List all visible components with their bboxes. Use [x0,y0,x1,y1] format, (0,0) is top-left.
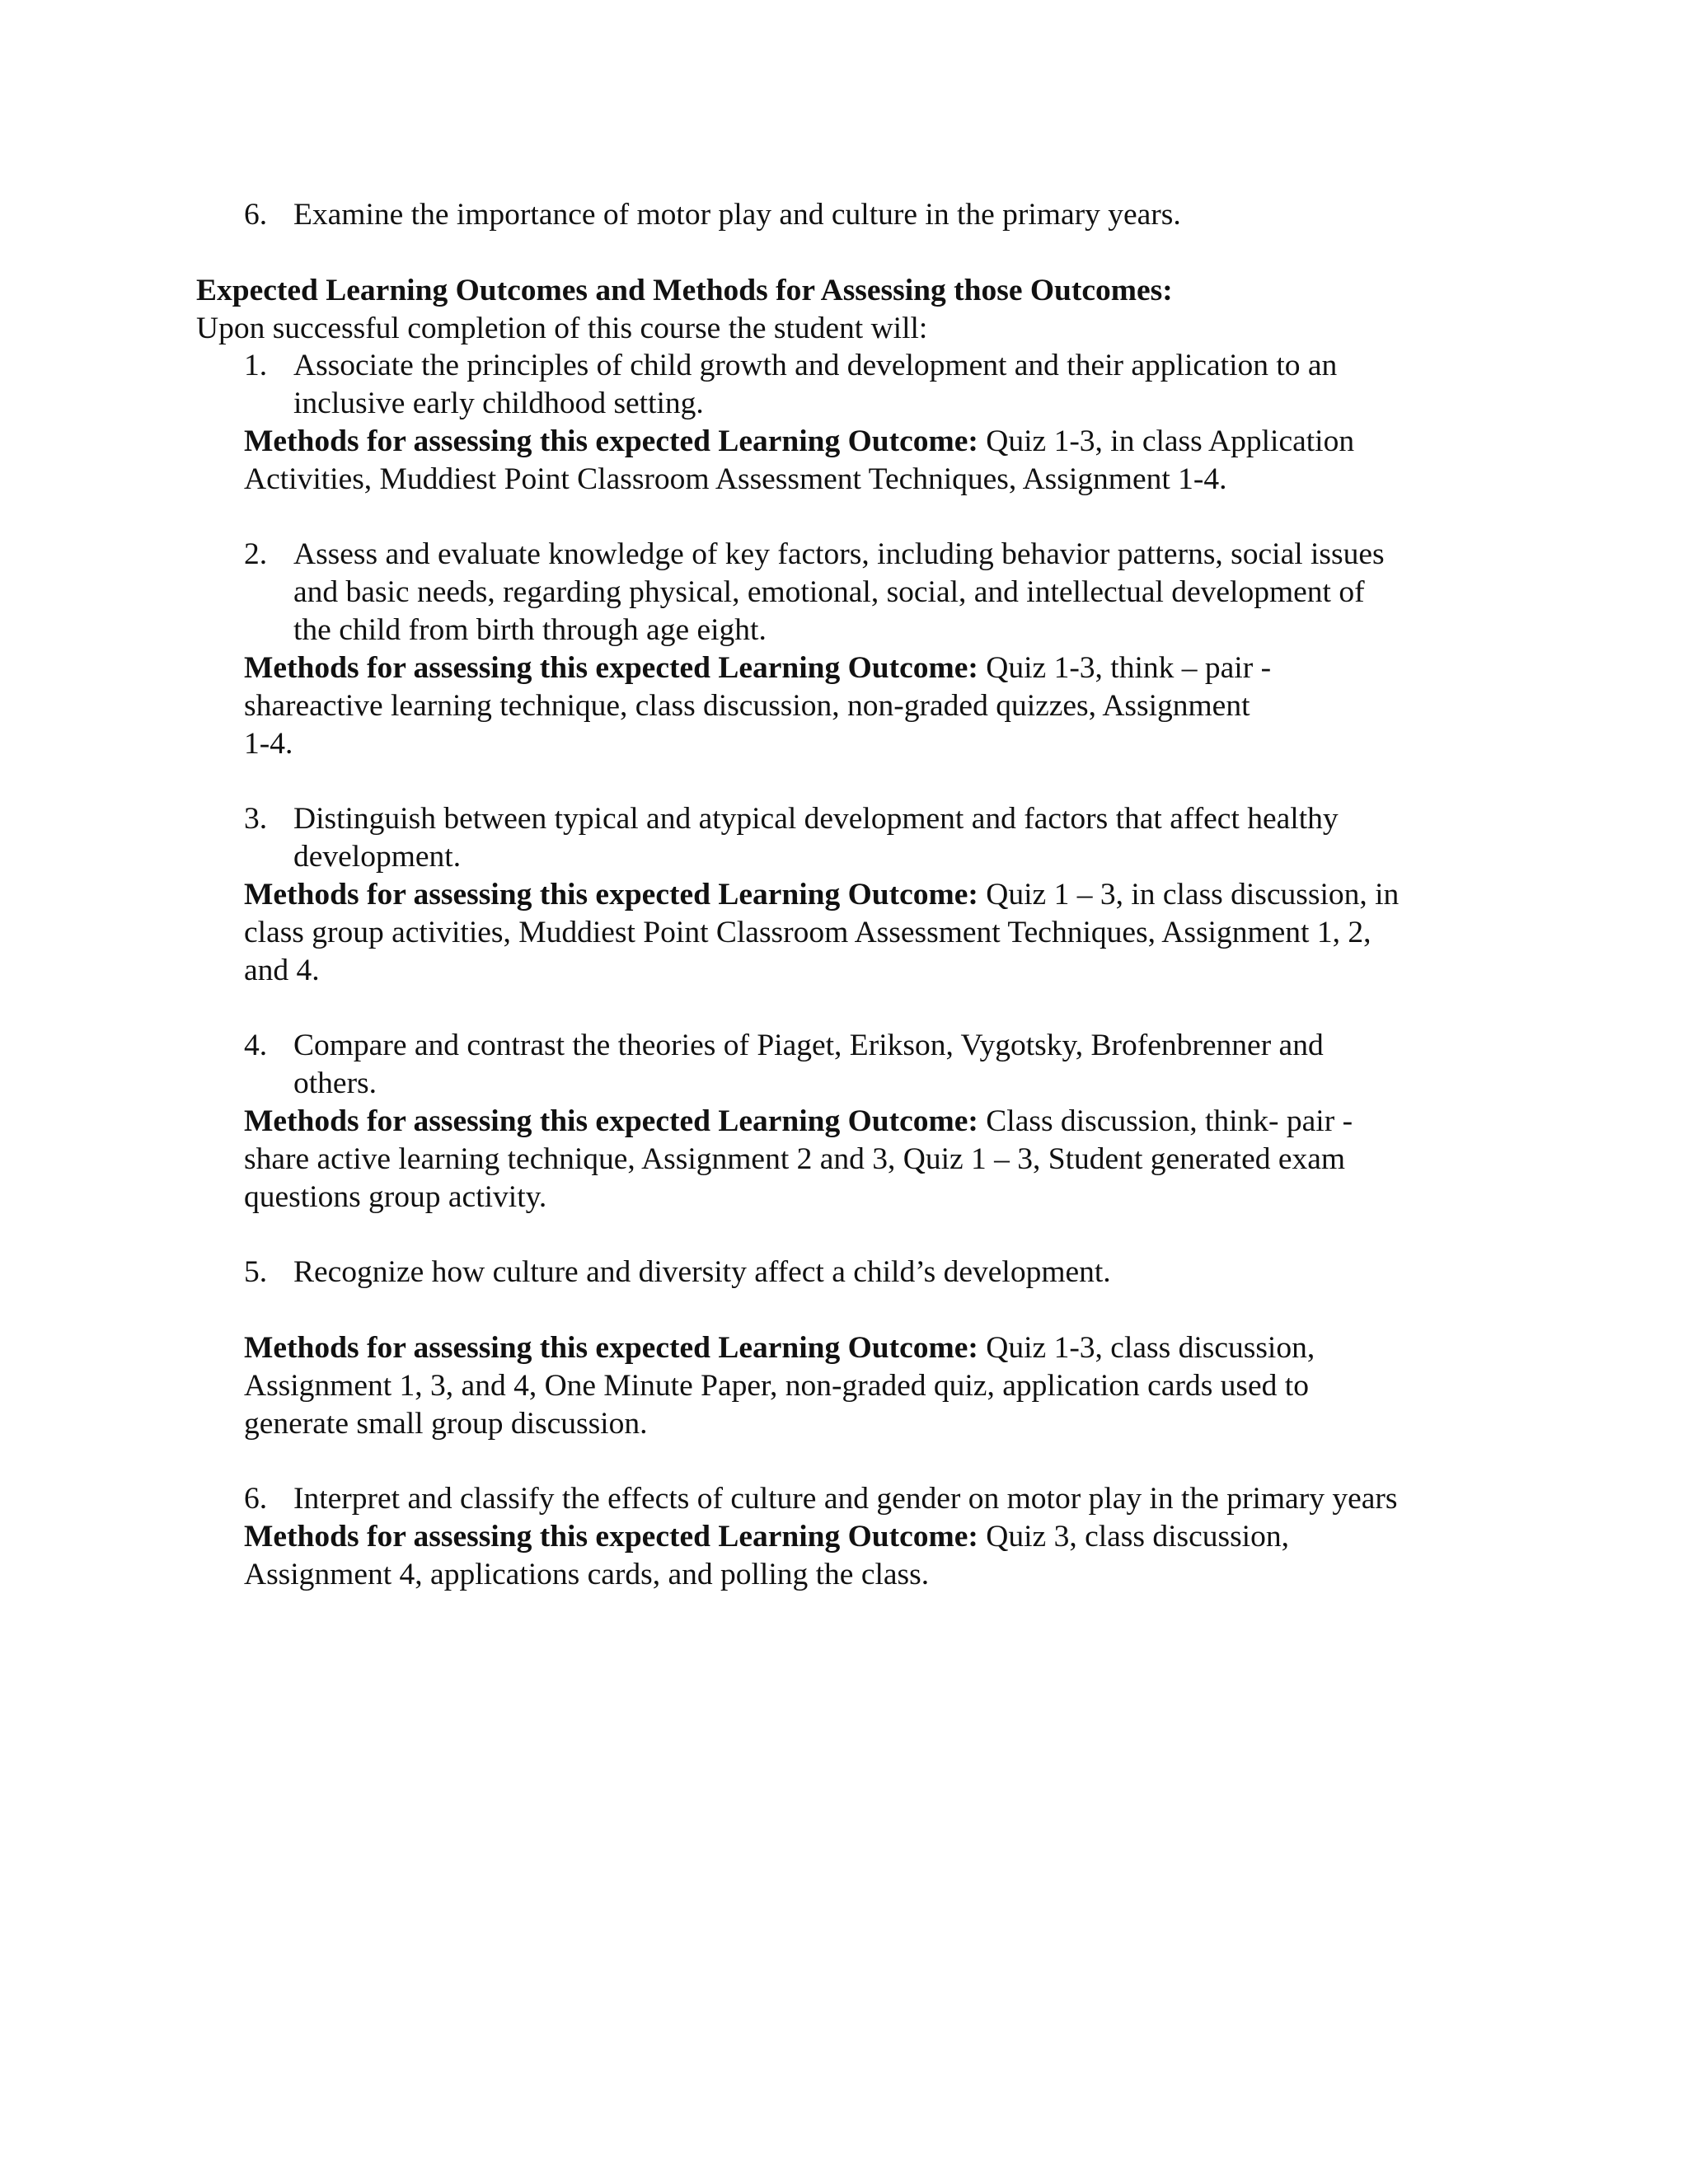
outcome-text-line: development. [293,840,462,874]
outcome-number: 5. [244,1255,268,1289]
methods-label: Methods for assessing this expected Learning Outcome: [244,1331,978,1365]
methods-text-line: questions group activity. [244,1180,547,1214]
methods-text: Quiz 1 – 3, in class discussion, in [978,878,1400,912]
methods-text-line: class group activities, Muddiest Point Classroom Assessment Techniques, Assignment 1, 2, [244,916,1372,949]
methods-text-line: and 4. [244,954,320,987]
methods-text: Quiz 1-3, in class Application [978,424,1355,458]
outcome-text-line: the child from birth through age eight. [293,613,767,647]
methods-label: Methods for assessing this expected Learning Outcome: [244,424,978,458]
outcome-text-line: Recognize how culture and diversity affect a child’s development. [293,1255,1111,1289]
methods-label: Methods for assessing this expected Learning Outcome: [244,1520,978,1554]
methods-line [244,423,1354,461]
outcome-text-line: others. [293,1066,377,1100]
methods-text-line: share active learning technique, Assignment 2 and 3, Quiz 1 – 3, Student generated exam [244,1142,1346,1176]
outcome-number: 2. [244,537,268,571]
methods-label: Methods for assessing this expected Learning Outcome: [244,651,978,685]
methods-line [244,649,1271,687]
section-heading: Expected Learning Outcomes and Methods for Assessing those Outcomes: [196,274,1173,307]
top-item-number: 6. [244,198,268,232]
methods-text-line: generate small group discussion. [244,1407,648,1441]
outcome-number: 6. [244,1482,268,1516]
outcome-number: 4. [244,1029,268,1062]
outcome-text-line: inclusive early childhood setting. [293,387,704,420]
methods-line [244,876,1399,914]
methods-line [244,1103,1353,1141]
methods-text: Quiz 1-3, think – pair - [978,651,1272,685]
methods-text-line: Activities, Muddiest Point Classroom Assessment Techniques, Assignment 1-4. [244,462,1227,496]
methods-label: Methods for assessing this expected Learning Outcome: [244,878,978,912]
outcome-text-line: Assess and evaluate knowledge of key factors, including behavior patterns, social issues [293,537,1385,571]
methods-text: Quiz 3, class discussion, [978,1520,1289,1554]
methods-text-line: 1-4. [244,727,293,761]
methods-label: Methods for assessing this expected Learning Outcome: [244,1104,978,1138]
methods-line [244,1329,1315,1367]
outcome-text-line: Compare and contrast the theories of Piaget, Erikson, Vygotsky, Brofenbrenner and [293,1029,1324,1062]
outcome-text-line: Associate the principles of child growth and development and their application to an [293,349,1338,382]
methods-text-line: Assignment 1, 3, and 4, One Minute Paper, non-graded quiz, application cards used to [244,1369,1309,1403]
methods-line [244,1518,1289,1556]
outcome-text-line: Interpret and classify the effects of culture and gender on motor play in the primary years [293,1482,1398,1516]
outcome-text-line: and basic needs, regarding physical, emotional, social, and intellectual development of [293,575,1365,609]
section-intro: Upon successful completion of this course the student will: [196,312,928,345]
methods-text-line: shareactive learning technique, class discussion, non-graded quizzes, Assignment [244,689,1250,723]
methods-text: Class discussion, think- pair - [978,1104,1353,1138]
outcome-text-line: Distinguish between typical and atypical development and factors that affect healthy [293,802,1339,836]
methods-text-line: Assignment 4, applications cards, and polling the class. [244,1558,930,1591]
outcome-number: 1. [244,349,268,382]
methods-text: Quiz 1-3, class discussion, [978,1331,1315,1365]
outcome-number: 3. [244,802,268,836]
top-item-text: Examine the importance of motor play and culture in the primary years. [293,198,1181,232]
